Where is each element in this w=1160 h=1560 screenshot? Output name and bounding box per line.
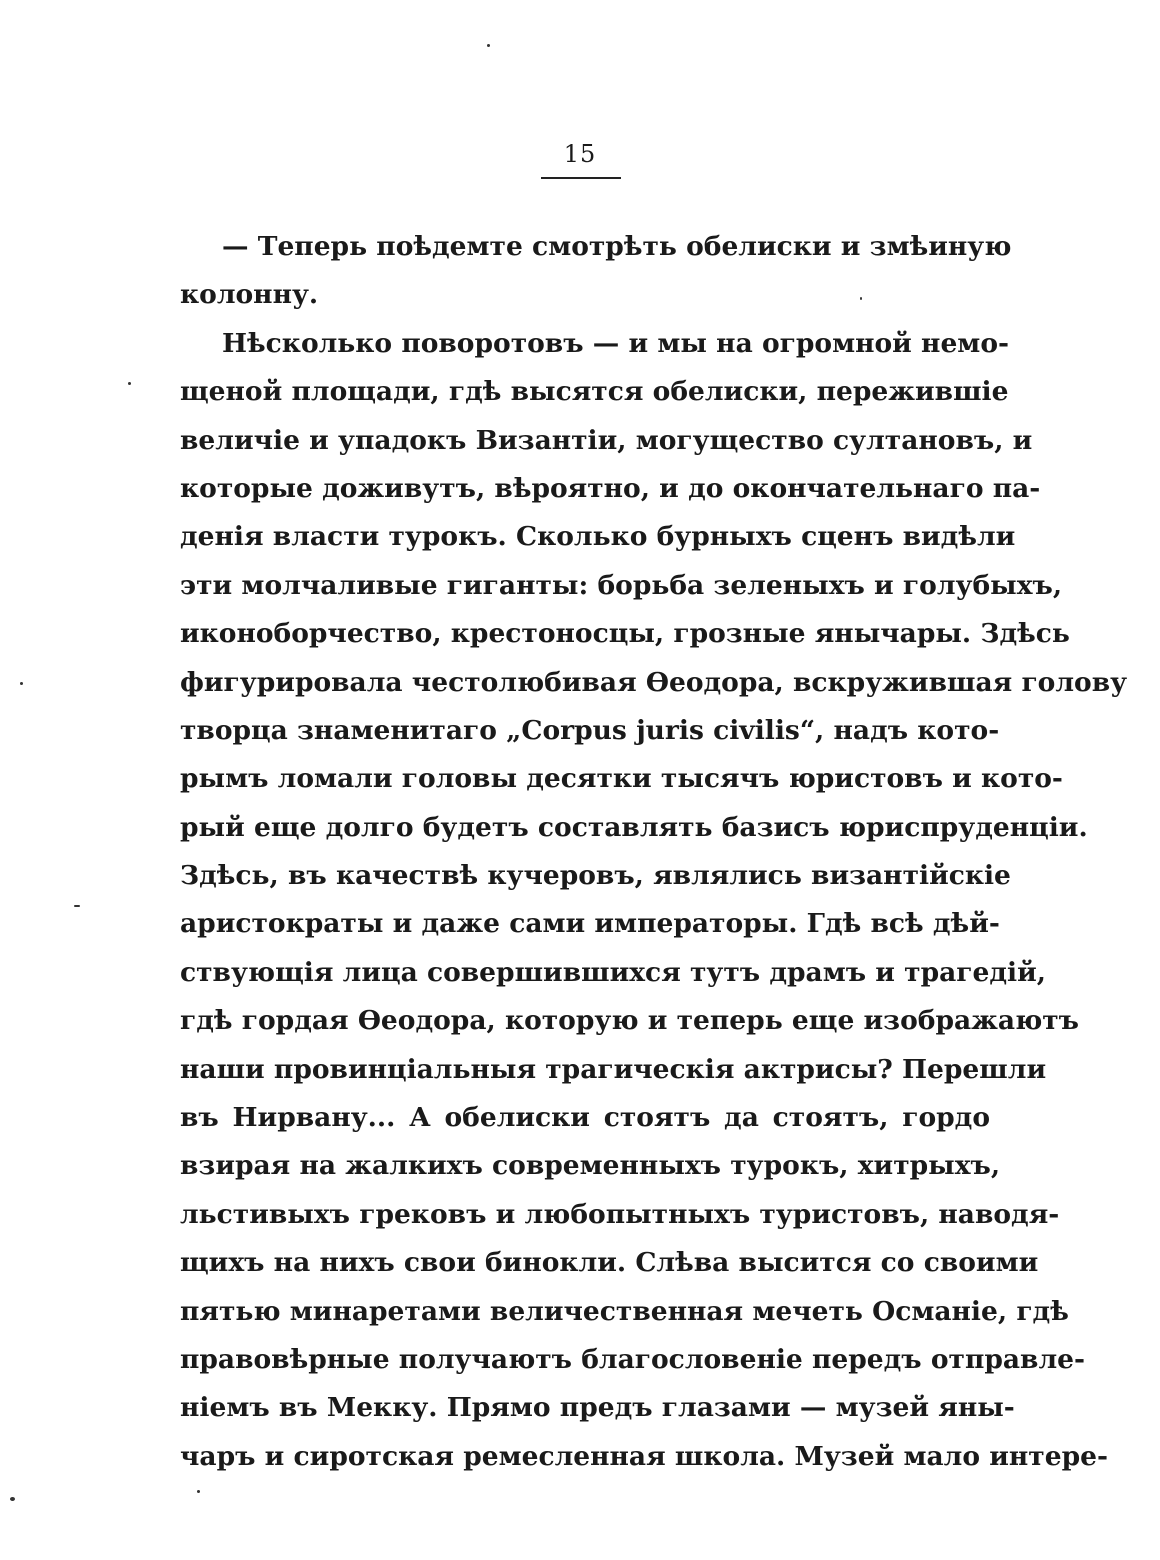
text-line: величіе и упадокъ Византіи, могущество султановъ, и bbox=[180, 424, 1033, 456]
scan-speck bbox=[860, 297, 862, 300]
scan-speck bbox=[10, 1497, 15, 1501]
text-line: льстивыхъ грековъ и любопытныхъ туристовъ, наводя- bbox=[180, 1198, 1060, 1230]
header-rule bbox=[541, 177, 621, 179]
text-line: Здѣсь, въ качествѣ кучеровъ, являлись византійскіе bbox=[180, 860, 1011, 892]
scan-speck bbox=[487, 44, 490, 47]
text-line: рымъ ломали головы десятки тысячъ юристовъ и кото- bbox=[180, 763, 1063, 795]
text-line: творца знаменитаго „Corpus juris civilis“, надъ кото- bbox=[180, 714, 1000, 746]
text-line: которые доживутъ, вѣроятно, и до окончательнаго па- bbox=[180, 472, 1041, 504]
text-line: колонну. bbox=[180, 279, 319, 311]
text-line: чаръ и сиротская ремесленная школа. Музей мало интере- bbox=[180, 1440, 1108, 1472]
text-line: ствующія лица совершившихся тутъ драмъ и трагедій, bbox=[180, 956, 1046, 988]
text-line: въ Нирвану... А обелиски стоятъ да стоятъ, гордо bbox=[180, 1102, 990, 1134]
body-text bbox=[180, 223, 1128, 1481]
text-line: Нѣсколько поворотовъ — и мы на огромной немо- bbox=[222, 327, 1010, 359]
text-line: эти молчаливые гиганты: борьба зеленыхъ и голубыхъ, bbox=[180, 569, 1063, 601]
text-line: иконоборчество, крестоносцы, грозные янычары. Здѣсь bbox=[180, 618, 1070, 650]
text-line: фигурировала честолюбивая Ѳеодора, вскружившая голову bbox=[180, 666, 1128, 698]
text-line: правовѣрные получаютъ благословеніе передъ отправле- bbox=[180, 1343, 1086, 1375]
scan-speck bbox=[74, 905, 80, 907]
text-line: — Теперь поѣдемте смотрѣть обелиски и змѣиную bbox=[222, 231, 1012, 262]
text-line: щеной площади, гдѣ высятся обелиски, пережившіе bbox=[180, 376, 1009, 408]
text-line: взирая на жалкихъ современныхъ турокъ, хитрыхъ, bbox=[180, 1150, 1001, 1182]
scan-speck bbox=[20, 682, 23, 685]
text-line: рый еще долго будетъ составлять базисъ юриспруденціи. bbox=[180, 811, 1088, 843]
text-line: аристократы и даже сами императоры. Гдѣ всѣ дѣй- bbox=[180, 908, 1000, 940]
text-line: денія власти турокъ. Сколько бурныхъ сценъ видѣли bbox=[180, 521, 1016, 553]
page-number: 15 bbox=[563, 140, 597, 168]
text-line: наши провинціальныя трагическія актрисы? Перешли bbox=[180, 1053, 1047, 1085]
text-line: щихъ на нихъ свои бинокли. Слѣва высится со своими bbox=[180, 1247, 1039, 1279]
text-line: гдѣ гордая Ѳеодора, которую и теперь еще изображаютъ bbox=[180, 1005, 1079, 1037]
scan-speck bbox=[128, 382, 131, 385]
scan-speck bbox=[197, 1490, 200, 1493]
text-line: пятью минаретами величественная мечеть Османіе, гдѣ bbox=[180, 1295, 1069, 1327]
text-line: ніемъ въ Мекку. Прямо предъ глазами — музей яны- bbox=[180, 1392, 1015, 1424]
